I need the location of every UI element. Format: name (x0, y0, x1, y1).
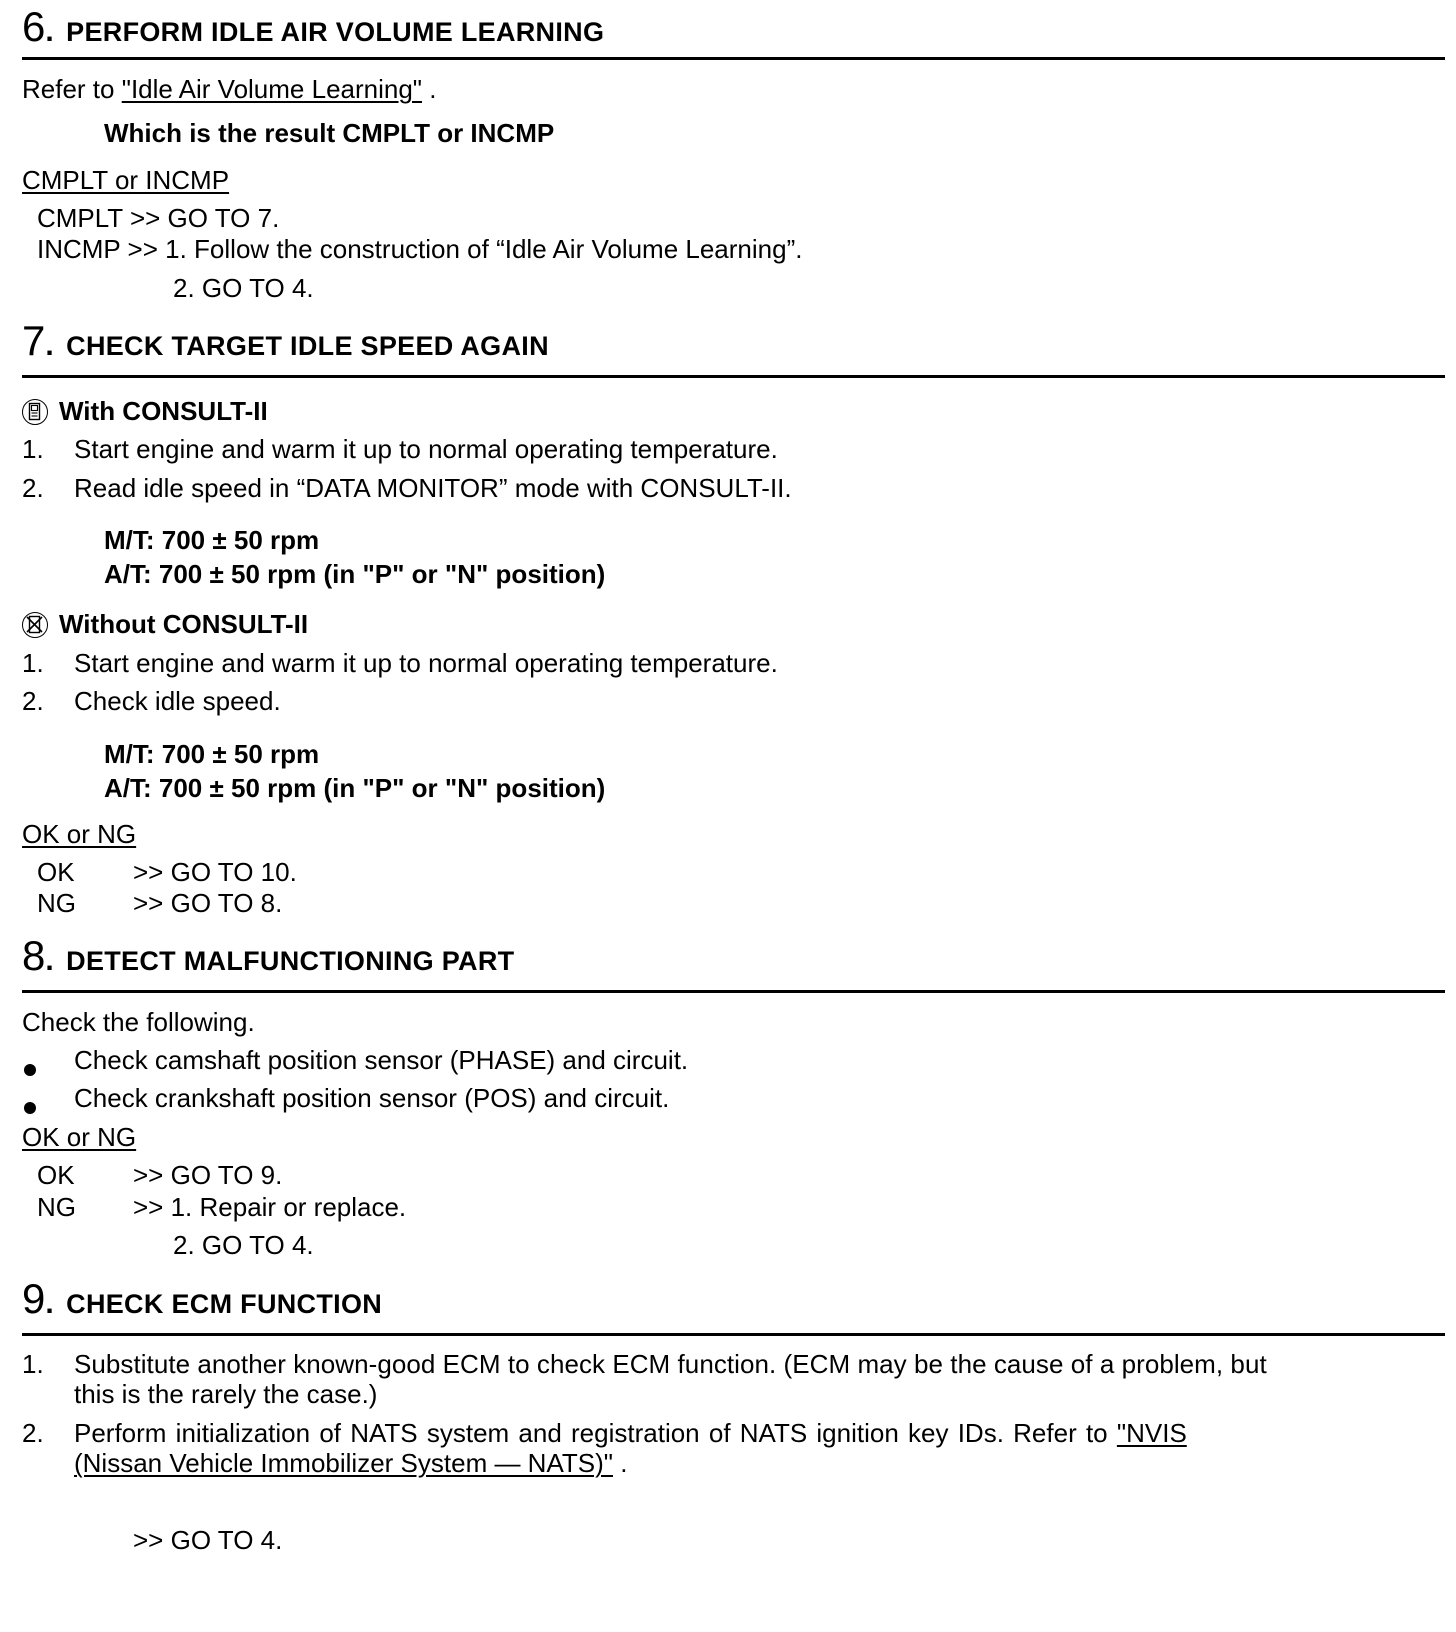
section-9-number: 9 (22, 1275, 46, 1322)
section-7-result-ng-label: NG (37, 888, 76, 918)
with-spec-at: A/T: 700 ± 50 rpm (in "P" or "N" position) (104, 559, 606, 589)
section-6-result-continuation: 2. GO TO 4. (173, 273, 314, 303)
result-action: >> 1. Follow the construction of “Idle Air Volume Learning”. (127, 234, 803, 264)
section-6-result-incmp (37, 234, 802, 264)
result-action: >> GO TO 7. (129, 203, 280, 233)
without-step-1-text: Start engine and warm it up to normal operating temperature. (74, 648, 778, 678)
section-9-rule (22, 1333, 1445, 1336)
section-9-step-1-line1: Substitute another known-good ECM to check ECM function. (ECM may be the cause of a problem, but (74, 1349, 1267, 1379)
section-7-result-ok-action: >> GO TO 10. (133, 857, 297, 887)
idle-air-volume-learning-link[interactable]: "Idle Air Volume Learning" (121, 74, 423, 104)
result-label: CMPLT (37, 203, 123, 233)
section-7-title: CHECK TARGET IDLE SPEED AGAIN (66, 331, 549, 361)
bullet-2 (24, 1102, 36, 1114)
nvis-link-part1[interactable]: "NVIS (1116, 1418, 1187, 1448)
section-8-result-ok-action: >> GO TO 9. (133, 1160, 283, 1190)
section-8-result-ng-label: NG (37, 1192, 76, 1222)
section-8-title: DETECT MALFUNCTIONING PART (66, 946, 515, 976)
without-consult-heading: Without CONSULT-II (59, 609, 309, 639)
section-9-heading (22, 1276, 382, 1322)
without-step-2-num: 2. (22, 686, 44, 716)
section-9-title: CHECK ECM FUNCTION (66, 1289, 383, 1319)
bullet-1 (24, 1064, 36, 1076)
section-9-step-2-line1 (74, 1418, 1187, 1448)
section-6-refer (22, 74, 436, 104)
section-8-bullet-2: Check crankshaft position sensor (POS) and circuit. (74, 1083, 670, 1113)
with-step-2-num: 2. (22, 473, 44, 503)
section-6-rule (22, 57, 1445, 60)
section-9-step-2-num: 2. (22, 1418, 44, 1448)
no-consult-tool-icon (22, 612, 48, 638)
section-6-dot: . (45, 15, 54, 48)
section-9-final-action: >> GO TO 4. (133, 1525, 283, 1555)
section-7-rule (22, 375, 1445, 378)
section-7-result-ok-label: OK (37, 857, 75, 887)
without-step-1-num: 1. (22, 648, 44, 678)
section-6-result-header: CMPLT or INCMP (22, 165, 230, 195)
without-spec-mt: M/T: 700 ± 50 rpm (104, 739, 320, 769)
section-6-title: PERFORM IDLE AIR VOLUME LEARNING (66, 17, 605, 47)
consult-tool-icon (22, 399, 48, 425)
section-8-result-ng-action: >> 1. Repair or replace. (133, 1192, 407, 1222)
section-7-result-header: OK or NG (22, 819, 137, 849)
with-spec-mt: M/T: 700 ± 50 rpm (104, 525, 320, 555)
section-6-heading (22, 4, 604, 50)
section-7-dot: . (45, 329, 54, 362)
section-8-rule (22, 990, 1445, 993)
step-2-suffix: . (612, 1448, 628, 1478)
section-6-result-cmplt (37, 203, 279, 233)
section-9-step-1-num: 1. (22, 1349, 44, 1379)
without-spec-at: A/T: 700 ± 50 rpm (in "P" or "N" position) (104, 773, 606, 803)
step-2-text: Perform initialization of NATS system and registration of NATS ignition key IDs. Refer to (74, 1418, 1117, 1448)
section-9-dot: . (45, 1287, 54, 1320)
section-9-step-1-line2: this is the rarely the case.) (74, 1379, 378, 1409)
with-step-1-text: Start engine and warm it up to normal operating temperature. (74, 434, 778, 464)
section-7-heading (22, 318, 549, 364)
section-8-intro: Check the following. (22, 1007, 255, 1037)
section-8-bullet-1: Check camshaft position sensor (PHASE) and circuit. (74, 1045, 689, 1075)
with-consult-heading: With CONSULT-II (59, 396, 268, 426)
with-step-2-text: Read idle speed in “DATA MONITOR” mode with CONSULT-II. (74, 473, 792, 503)
result-label: INCMP (37, 234, 121, 264)
section-8-heading (22, 933, 514, 979)
section-8-result-continuation: 2. GO TO 4. (173, 1230, 314, 1260)
without-step-2-text: Check idle speed. (74, 686, 281, 716)
section-9-step-2-line2 (74, 1448, 627, 1478)
section-6-number: 6 (22, 3, 46, 50)
nvis-link-part2[interactable]: (Nissan Vehicle Immobilizer System — NATS)" (74, 1448, 613, 1478)
section-8-result-header: OK or NG (22, 1122, 137, 1152)
section-6-question: Which is the result CMPLT or INCMP (104, 118, 555, 148)
refer-suffix: . (422, 74, 437, 104)
section-8-result-ok-label: OK (37, 1160, 75, 1190)
section-8-dot: . (45, 944, 54, 977)
with-step-1-num: 1. (22, 434, 44, 464)
section-8-number: 8 (22, 932, 46, 979)
refer-prefix: Refer to (22, 74, 122, 104)
section-7-number: 7 (22, 317, 46, 364)
section-7-result-ng-action: >> GO TO 8. (133, 888, 283, 918)
